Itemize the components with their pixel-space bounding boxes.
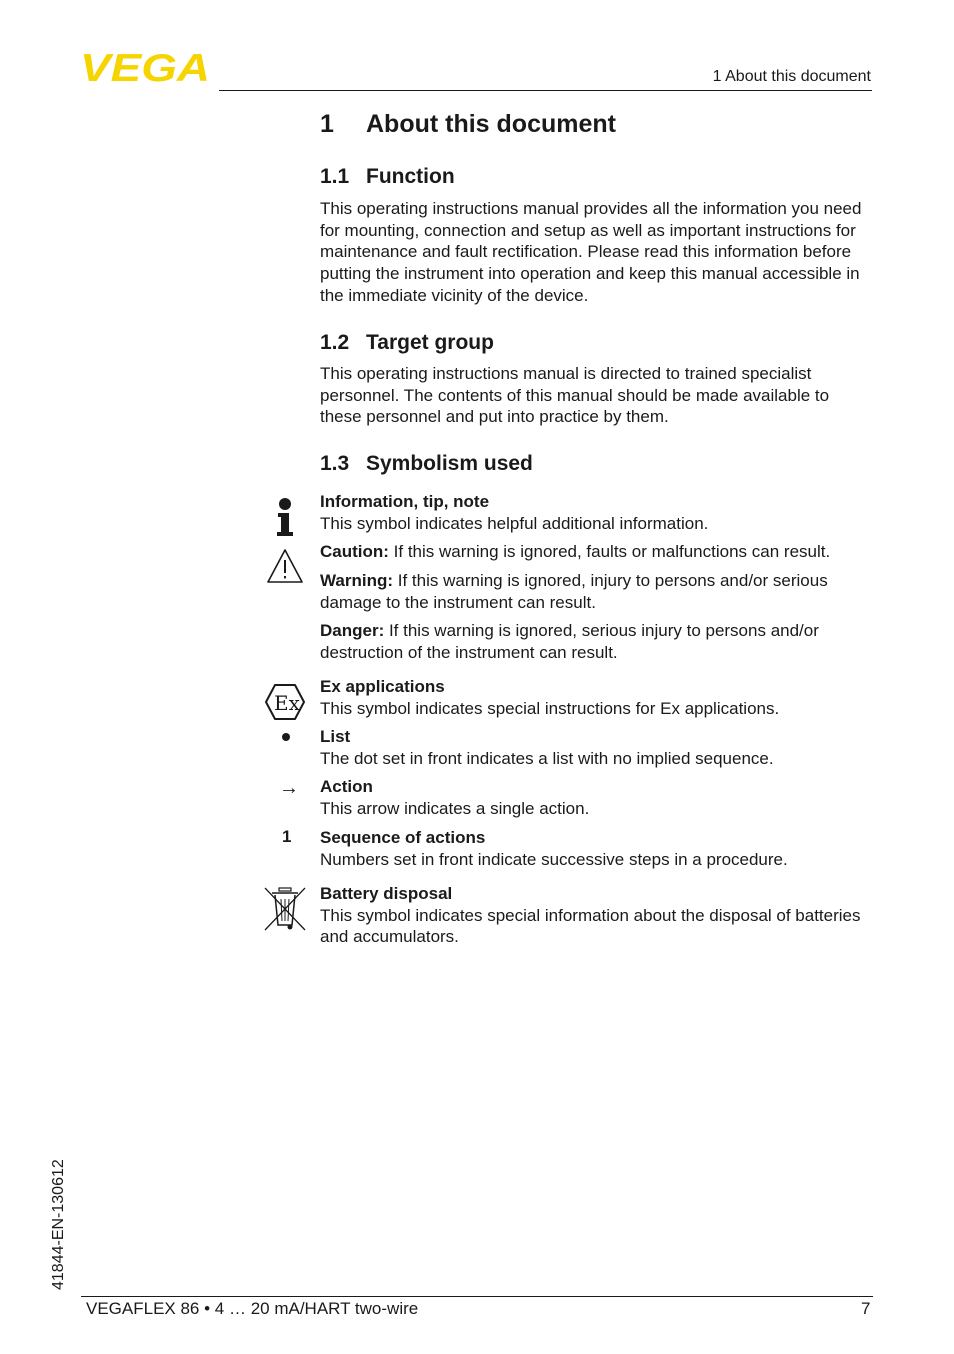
section-number: 1.1 — [320, 165, 350, 188]
list-entry — [320, 726, 875, 769]
caution-entry — [320, 541, 875, 563]
footer-product: VEGAFLEX 86 • 4 … 20 mA/HART two-wire — [86, 1299, 419, 1318]
sequence-text: Numbers set in front indicate successive steps in a procedure. — [320, 849, 788, 869]
chapter-heading — [320, 110, 616, 139]
battery-text: This symbol indicates special information about the disposal of batteries and accumulators. — [320, 905, 861, 947]
document-code: 41844-EN-130612 — [50, 1159, 67, 1290]
list-title: List — [320, 727, 351, 746]
info-entry — [320, 491, 875, 534]
warning-triangle-icon — [266, 548, 304, 584]
chapter-number: 1 — [320, 110, 334, 138]
danger-entry — [320, 620, 875, 663]
target-group-paragraph: This operating instructions manual is directed to trained specialist personnel. The contents of this manual should be made available to these personnel and put into practice by them. — [320, 364, 830, 427]
action-title: Action — [320, 777, 373, 796]
vega-logo — [80, 50, 212, 84]
arrow-right-icon: → — [279, 777, 299, 799]
section-title: Target group — [366, 331, 494, 354]
page-number: 7 — [861, 1299, 871, 1318]
section-heading-symbolism — [320, 452, 533, 476]
caution-text: If this warning is ignored, faults or malfunctions can result. — [388, 542, 831, 561]
list-text: The dot set in front indicates a list with no implied sequence. — [320, 748, 774, 768]
section-number: 1.2 — [320, 331, 350, 354]
battery-title: Battery disposal — [320, 884, 453, 903]
running-header: 1 About this document — [712, 68, 871, 85]
danger-text: If this warning is ignored, serious injury to persons and/or destruction of the instrument can result. — [320, 621, 819, 662]
caution-label: Caution: — [320, 542, 389, 561]
sequence-marker: 1 — [282, 827, 292, 846]
chapter-title: About this document — [366, 110, 616, 138]
section-heading-target-group — [320, 331, 494, 355]
bullet-dot-icon — [282, 733, 290, 741]
ex-hexagon-icon — [264, 683, 306, 721]
sequence-entry — [320, 827, 875, 870]
danger-label: Danger: — [320, 621, 385, 640]
ex-title: Ex applications — [320, 677, 445, 696]
logo-text: VEGA — [80, 50, 210, 84]
section-number: 1.3 — [320, 452, 350, 475]
section-heading-function — [320, 165, 455, 189]
sequence-title: Sequence of actions — [320, 828, 486, 847]
action-text: This arrow indicates a single action. — [320, 798, 590, 818]
footer-rule — [81, 1296, 873, 1297]
section-title: Function — [366, 165, 455, 188]
battery-entry — [320, 883, 875, 948]
action-entry — [320, 776, 875, 819]
function-paragraph: This operating instructions manual provides all the information you need for mounting, connection and setup as well as important instructions for maintenance and fault rectification. Please read this information before putting the instrument into operation and keep this manual accessible in the immediate vicinity of the device. — [320, 199, 862, 305]
section-title: Symbolism used — [366, 452, 533, 475]
info-title: Information, tip, note — [320, 492, 490, 511]
warning-label: Warning: — [320, 571, 394, 590]
warning-text: If this warning is ignored, injury to persons and/or serious damage to the instrument can result. — [320, 571, 828, 612]
crossed-bin-icon — [263, 885, 307, 933]
header-rule — [219, 90, 872, 91]
info-text: This symbol indicates helpful additional information. — [320, 513, 709, 533]
ex-text: This symbol indicates special instructions for Ex applications. — [320, 698, 780, 718]
warning-entry — [320, 570, 875, 613]
info-icon — [274, 497, 296, 537]
svg-text:Ex: Ex — [274, 691, 300, 715]
ex-entry — [320, 676, 875, 719]
